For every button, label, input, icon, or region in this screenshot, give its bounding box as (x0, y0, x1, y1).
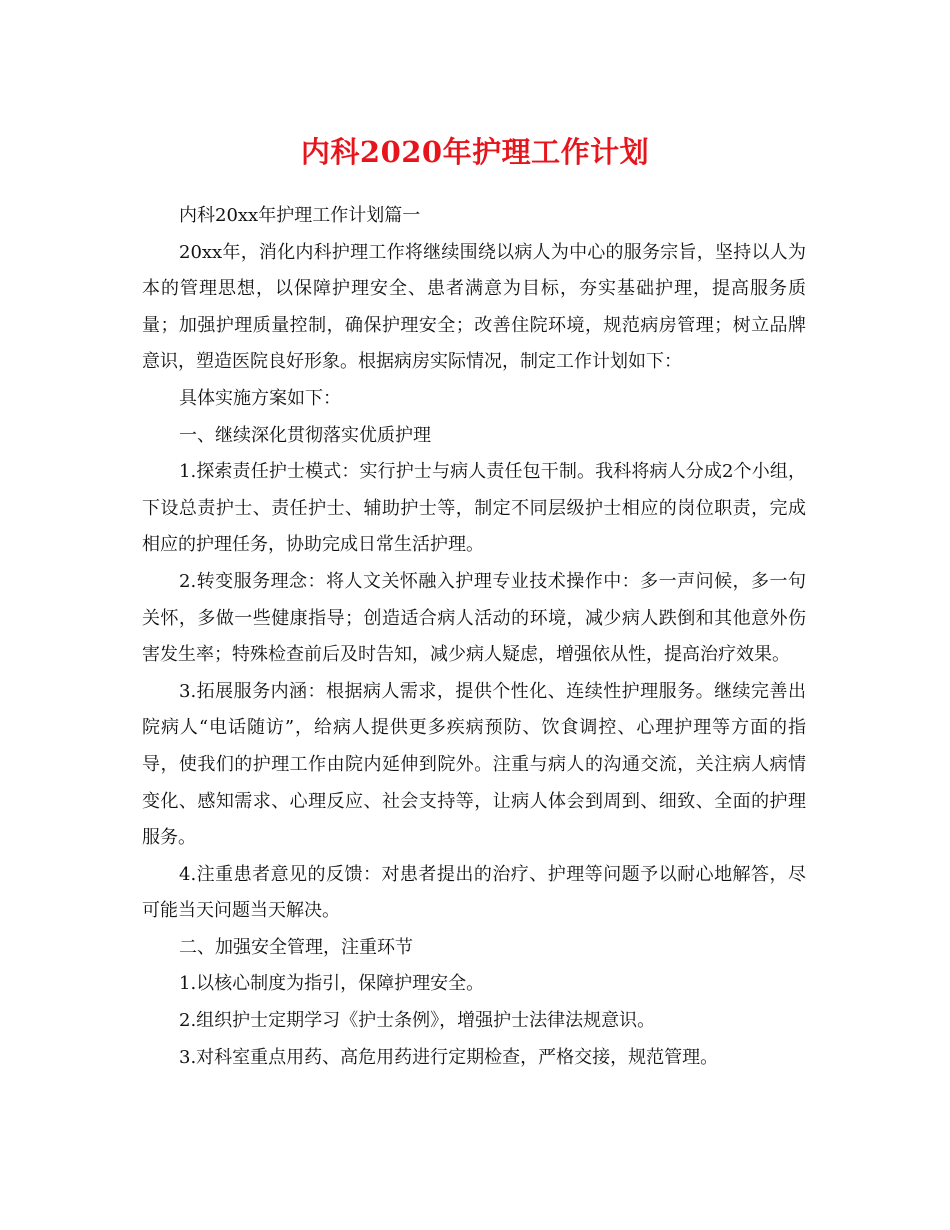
document-body (142, 198, 806, 1076)
paragraph-subtitle: 内科20xx年护理工作计划篇一 (179, 205, 421, 226)
paragraph-item-1-4: 4.注重患者意见的反馈：对患者提出的治疗、护理等问题予以耐心地解答，尽可能当天问题当天解决。 (142, 863, 806, 922)
paragraph-item-1-2: 2.转变服务理念：将人文关怀融入护理专业技术操作中：多一声问候，多一句关怀，多做一些健康指导；创造适合病人活动的环境，减少病人跌倒和其他意外伤害发生率；特殊检查前后及时告知，减少病人疑虑，增强依从性，提高治疗效果。 (142, 570, 806, 666)
paragraph-item-2-2: 2.组织护士定期学习《护士条例》，增强护士法律法规意识。 (179, 1010, 656, 1032)
paragraph-item-2-1: 1.以核心制度为指引，保障护理安全。 (179, 973, 485, 995)
paragraph-item-2-3: 3.对科室重点用药、高危用药进行定期检查，严格交接，规范管理。 (179, 1046, 719, 1068)
section-heading-2: 二、加强安全管理，注重环节 (179, 936, 413, 958)
paragraph-item-1-1: 1.探索责任护士模式：实行护士与病人责任包干制。我科将病人分成2个小组，下设总责护士、责任护士、辅助护士等，制定不同层级护士相应的岗位职责，完成相应的护理任务，协助完成日常生活护理。 (142, 461, 806, 556)
paragraph-intro: 20xx年，消化内科护理工作将继续围绕以病人为中心的服务宗旨，坚持以人为本的管理思想，以保障护理安全、患者满意为目标，夯实基础护理，提高服务质量；加强护理质量控制，确保护理安全；改善住院环境，规范病房管理；树立品牌意识，塑造医院良好形象。根据病房实际情况，制定工作计划如下： (142, 241, 806, 373)
document-title: 内科2020年护理工作计划 (300, 135, 650, 169)
paragraph-item-1-3: 3.拓展服务内涵：根据病人需求，提供个性化、连续性护理服务。继续完善出院病人“电话随访”，给病人提供更多疾病预防、饮食调控、心理护理等方面的指导，使我们的护理工作由院内延伸到院外。注重与病人的沟通交流，关注病人病情变化、感知需求、心理反应、社会支持等，让病人体会到周到、细致、全面的护理服务。 (142, 680, 806, 849)
section-heading-1: 一、继续深化贯彻落实优质护理 (179, 424, 431, 446)
paragraph-plan-heading: 具体实施方案如下： (179, 387, 341, 409)
